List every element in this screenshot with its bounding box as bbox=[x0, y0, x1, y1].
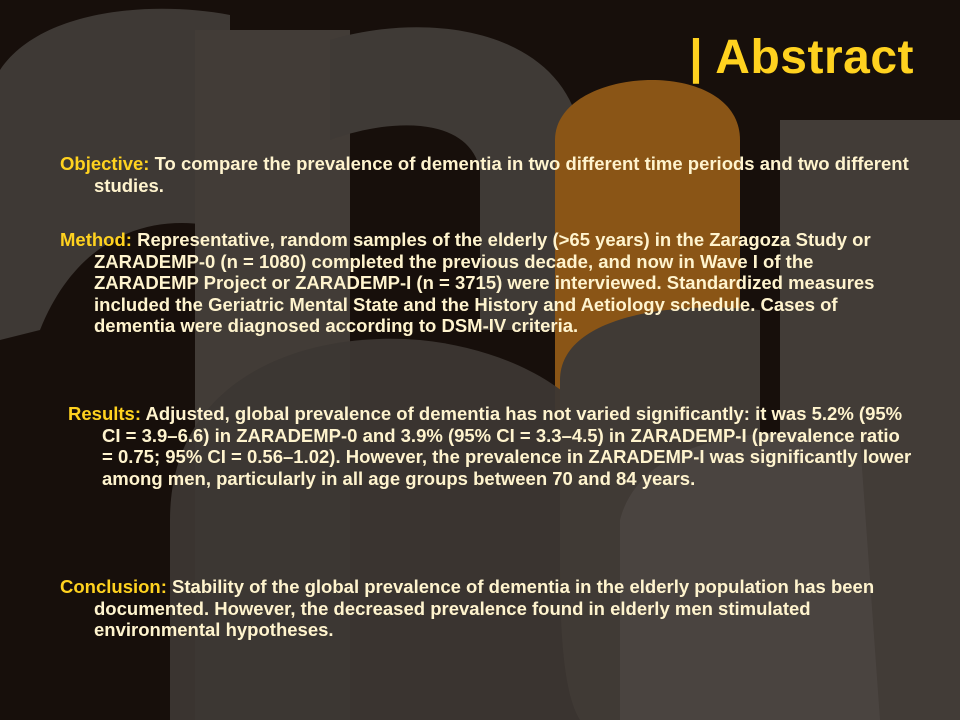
results-paragraph bbox=[68, 403, 914, 489]
objective-label: Objective: bbox=[60, 153, 150, 174]
objective-text: To compare the prevalence of dementia in two different time periods and two different studies. bbox=[94, 153, 909, 196]
objective-paragraph bbox=[60, 153, 914, 196]
method-label: Method: bbox=[60, 229, 132, 250]
conclusion-paragraph bbox=[60, 576, 914, 641]
method-paragraph bbox=[60, 229, 914, 337]
results-label: Results: bbox=[68, 403, 141, 424]
conclusion-text: Stability of the global prevalence of dementia in the elderly population has been documented. However, the decreased prevalence found in elderly men stimulated environmental hypotheses. bbox=[94, 576, 875, 640]
method-text: Representative, random samples of the elderly (>65 years) in the Zaragoza Study or ZARADEMP-0 (n = 1080) completed the previous decade, and now in Wave I of the ZARADEMP Project or ZARADEMP-I (n = 3715) were interviewed. Standardized measures included the Geriatric Mental State and the History and Aetiology schedule. Cases of dementia were diagnosed according to DSM-IV criteria. bbox=[94, 229, 875, 336]
conclusion-label: Conclusion: bbox=[60, 576, 167, 597]
slide-title: | Abstract bbox=[689, 31, 914, 84]
results-text: Adjusted, global prevalence of dementia has not varied significantly: it was 5.2% (95% CI = 3.9–6.6) in ZARADEMP-0 and 3.9% (95% CI = 3.3–4.5) in ZARADEMP-I (prevalence ratio = 0.75; 95% CI = 0.56–1.02). However, the prevalence in ZARADEMP-I was significantly lower among men, particularly in all age groups between 70 and 84 years. bbox=[102, 403, 912, 489]
bg-bowl-bottom bbox=[170, 339, 620, 720]
